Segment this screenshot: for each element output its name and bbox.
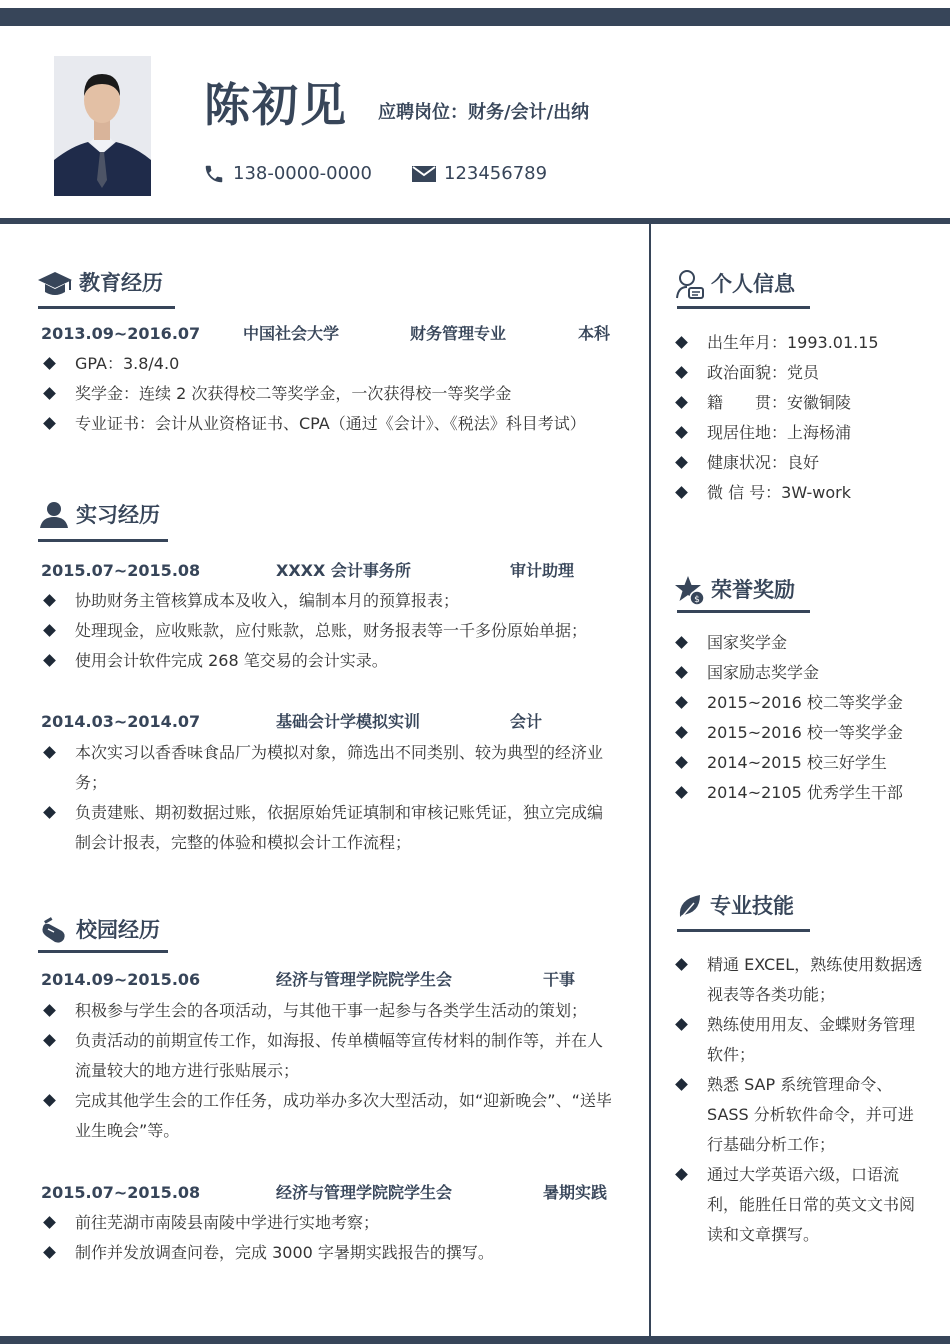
list-item: 精通 EXCEL，熟练使用数据透视表等各类功能； — [674, 950, 924, 1010]
phone-number: 138-0000-0000 — [233, 163, 372, 184]
personal-title: 个人信息 — [711, 272, 795, 296]
email-contact — [412, 160, 547, 188]
internship-1-date: 2015.07~2015.08 — [41, 561, 201, 580]
mouse-pointer-icon — [38, 915, 70, 945]
internship-2-org: 基础会计学模拟实训 — [276, 712, 421, 731]
list-item: 专业证书：会计从业资格证书、CPA（通过《会计》、《税法》科目考试） — [42, 409, 612, 439]
bottom-accent-bar — [0, 1336, 950, 1344]
internship-1-list — [42, 586, 614, 676]
candidate-name: 陈初见 — [204, 78, 348, 132]
honors-underline — [677, 610, 810, 613]
campus-2-list — [42, 1208, 614, 1268]
list-item: 微 信 号：3W-work — [674, 478, 944, 508]
skills-underline — [677, 929, 810, 932]
campus-title: 校园经历 — [76, 918, 160, 942]
internship-2-list — [42, 738, 614, 858]
campus-2-date: 2015.07~2015.08 — [41, 1183, 201, 1202]
internship-title: 实习经历 — [76, 503, 160, 527]
list-item: 负责活动的前期宣传工作，如海报、传单横幅等宣传材料的制作等，并在人流量较大的地方进行张贴展示； — [42, 1026, 614, 1086]
list-item: 积极参与学生会的各项活动，与其他干事一起参与各类学生活动的策划； — [42, 996, 614, 1026]
list-item: 2014~2105 优秀学生干部 — [674, 778, 944, 808]
education-section-header — [37, 268, 163, 298]
personal-section-header — [675, 268, 795, 300]
campus-1-org: 经济与管理学院院学生会 — [276, 970, 453, 989]
list-item: 2015~2016 校二等奖学金 — [674, 688, 944, 718]
list-item: 负责建账、期初数据过账，依据原始凭证填制和审核记账凭证，独立完成编制会计报表，完整的体验和模拟会计工作流程； — [42, 798, 614, 858]
graduation-cap-icon — [37, 268, 73, 298]
education-degree: 本科 — [578, 324, 611, 343]
list-item: 通过大学英语六级，口语流利，能胜任日常的英文文书阅读和文章撰写。 — [674, 1160, 924, 1250]
list-item: 熟悉 SAP 系统管理命令、SASS 分析软件命令，并可进行基础分析工作； — [674, 1070, 924, 1160]
internship-section-header — [38, 500, 160, 530]
list-item: 籍 贯：安徽铜陵 — [674, 388, 944, 418]
campus-section-header — [38, 915, 160, 945]
education-date: 2013.09~2016.07 — [41, 324, 201, 343]
personal-underline — [677, 306, 810, 309]
svg-text:$: $ — [694, 595, 700, 605]
list-item: 2015~2016 校一等奖学金 — [674, 718, 944, 748]
campus-2-role: 暑期实践 — [543, 1183, 608, 1202]
list-item: 使用会计软件完成 268 笔交易的会计实录。 — [42, 646, 614, 676]
list-item: 政治面貌：党员 — [674, 358, 944, 388]
education-list — [42, 349, 612, 449]
education-title: 教育经历 — [79, 271, 163, 295]
phone-icon — [203, 163, 225, 185]
list-item: 本次实习以香香味食品厂为模拟对象，筛选出不同类别、较为典型的经济业务； — [42, 738, 614, 798]
internship-2-role: 会计 — [510, 712, 543, 731]
list-item: 国家励志奖学金 — [674, 658, 944, 688]
mail-icon — [412, 165, 436, 183]
skills-list — [674, 950, 924, 1250]
campus-2-org: 经济与管理学院院学生会 — [276, 1183, 453, 1202]
list-item: 前往芜湖市南陵县南陵中学进行实地考察； — [42, 1208, 614, 1238]
list-item: 熟练使用用友、金蝶财务管理软件； — [674, 1010, 924, 1070]
education-school: 中国社会大学 — [243, 324, 340, 343]
list-item: 国家奖学金 — [674, 628, 944, 658]
education-underline — [38, 306, 175, 309]
star-medal-icon — [675, 574, 705, 606]
campus-1-date: 2014.09~2015.06 — [41, 970, 201, 989]
internship-1-org: XXXX 会计事务所 — [276, 561, 411, 580]
campus-underline — [38, 950, 168, 953]
internship-1-role: 审计助理 — [510, 561, 575, 580]
education-major: 财务管理专业 — [410, 324, 507, 343]
skills-title: 专业技能 — [710, 894, 794, 918]
campus-1-role: 干事 — [543, 970, 576, 989]
internship-2-date: 2014.03~2014.07 — [41, 712, 201, 731]
personal-list — [674, 328, 944, 508]
email-address: 123456789 — [444, 163, 548, 184]
leaf-icon — [676, 891, 704, 921]
column-divider — [649, 224, 651, 1336]
list-item: 奖学金：连续 2 次获得校二等奖学金，一次获得校一等奖学金 — [42, 379, 612, 409]
list-item: 处理现金，应收账款，应付账款，总账，财务报表等一千多份原始单据； — [42, 616, 614, 646]
list-item: 健康状况：良好 — [674, 448, 944, 478]
header-divider — [0, 218, 950, 224]
user-card-icon — [675, 268, 705, 300]
list-item: 出生年月：1993.01.15 — [674, 328, 944, 358]
honors-list — [674, 628, 944, 808]
job-target: 应聘岗位：财务/会计/出纳 — [378, 102, 590, 123]
campus-1-list — [42, 996, 614, 1146]
list-item: 制作并发放调查问卷，完成 3000 字暑期实践报告的撰写。 — [42, 1238, 614, 1268]
list-item: 完成其他学生会的工作任务，成功举办多次大型活动，如“迎新晚会”、“送毕业生晚会”等。 — [42, 1086, 614, 1146]
honors-title: 荣誉奖励 — [711, 578, 795, 602]
list-item: 协助财务主管核算成本及收入，编制本月的预算报表； — [42, 586, 614, 616]
internship-underline — [38, 539, 168, 542]
honors-section-header — [675, 574, 795, 606]
skills-section-header — [676, 891, 794, 921]
list-item: 现居住地：上海杨浦 — [674, 418, 944, 448]
top-accent-bar — [0, 8, 950, 26]
profile-photo-illustration — [54, 56, 151, 196]
phone-contact — [203, 160, 372, 188]
list-item: 2014~2015 校三好学生 — [674, 748, 944, 778]
profile-photo — [54, 56, 151, 196]
list-item: GPA：3.8/4.0 — [42, 349, 612, 379]
person-icon — [38, 500, 70, 530]
